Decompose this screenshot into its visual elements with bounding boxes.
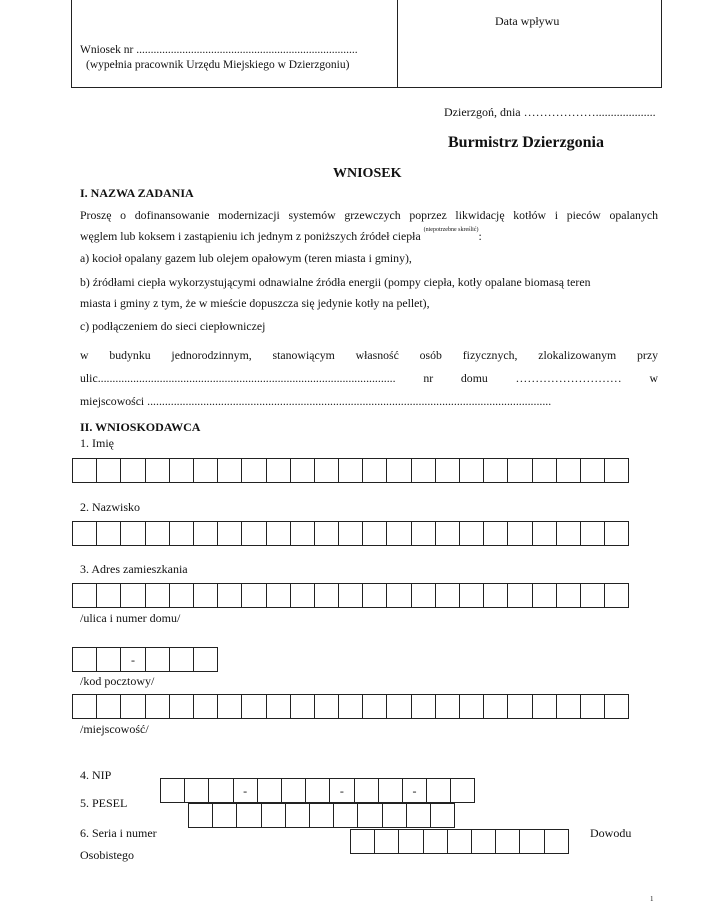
id-label-2: Osobistego xyxy=(80,848,134,862)
input-box[interactable] xyxy=(532,694,557,719)
locality-line[interactable]: miejscowości ......................................................................................................................................... xyxy=(80,394,552,408)
input-box[interactable] xyxy=(386,694,411,719)
input-box[interactable] xyxy=(459,458,484,483)
input-box[interactable] xyxy=(145,647,170,672)
input-box[interactable] xyxy=(96,647,121,672)
id-label: 6. Seria i numer xyxy=(80,826,157,840)
strike-note: (niepotrzebne skreślić) xyxy=(423,227,479,233)
option-c[interactable]: c) podłączeniem do sieci ciepłowniczej xyxy=(80,319,266,333)
input-box[interactable] xyxy=(483,521,508,546)
input-box[interactable] xyxy=(314,583,339,608)
input-box[interactable] xyxy=(193,647,218,672)
input-box[interactable] xyxy=(338,458,363,483)
input-box[interactable] xyxy=(411,694,436,719)
page-number: 1 xyxy=(650,895,654,903)
input-box[interactable] xyxy=(556,694,581,719)
input-box[interactable] xyxy=(72,583,97,608)
input-box[interactable] xyxy=(241,521,266,546)
input-box[interactable] xyxy=(217,458,242,483)
input-box[interactable] xyxy=(338,521,363,546)
input-box[interactable] xyxy=(362,521,387,546)
input-box[interactable] xyxy=(532,458,557,483)
input-box[interactable] xyxy=(290,521,315,546)
input-box[interactable] xyxy=(266,694,291,719)
input-box[interactable] xyxy=(212,803,237,828)
input-box[interactable] xyxy=(471,829,496,854)
input-box[interactable] xyxy=(519,829,544,854)
input-box[interactable] xyxy=(604,583,629,608)
input-box[interactable] xyxy=(120,521,145,546)
input-box[interactable] xyxy=(266,521,291,546)
section1-text-line1: Proszę o dofinansowanie modernizacji systemów grzewczych poprzez likwidację kotłów i pieców opalanych xyxy=(80,208,658,222)
input-box[interactable] xyxy=(459,694,484,719)
input-box[interactable] xyxy=(507,694,532,719)
input-box[interactable] xyxy=(495,829,520,854)
input-box[interactable] xyxy=(290,458,315,483)
input-box[interactable] xyxy=(459,521,484,546)
input-box[interactable] xyxy=(285,803,310,828)
input-box[interactable] xyxy=(169,647,194,672)
nip-label: 4. NIP xyxy=(80,768,112,782)
input-box[interactable] xyxy=(145,583,170,608)
input-box[interactable] xyxy=(483,458,508,483)
input-box[interactable] xyxy=(314,694,339,719)
street-line[interactable]: ulic..................................................................................................... nr domu ……………………… w xyxy=(80,371,658,385)
place-date-field[interactable]: Dzierzgoń, dnia ……………….................... xyxy=(444,105,656,119)
form-title: WNIOSEK xyxy=(333,166,402,181)
input-box[interactable] xyxy=(257,778,282,803)
section1-heading: I. NAZWA ZADANIA xyxy=(80,186,194,200)
input-box[interactable] xyxy=(450,778,475,803)
input-box[interactable] xyxy=(374,829,399,854)
nip-boxes[interactable] xyxy=(160,778,475,803)
input-box[interactable] xyxy=(217,583,242,608)
input-box[interactable] xyxy=(96,521,121,546)
input-box[interactable] xyxy=(411,583,436,608)
input-box[interactable] xyxy=(72,694,97,719)
id-label-right: Dowodu xyxy=(590,826,632,840)
application-number-note: (wypełnia pracownik Urzędu Miejskiego w Dzierzgoniu) xyxy=(86,59,350,71)
last-name-boxes[interactable] xyxy=(72,521,629,546)
input-box[interactable] xyxy=(532,583,557,608)
input-box[interactable] xyxy=(96,583,121,608)
input-box[interactable] xyxy=(169,458,194,483)
dash-box[interactable]: - xyxy=(402,778,427,803)
input-box[interactable] xyxy=(314,521,339,546)
input-box[interactable] xyxy=(145,694,170,719)
input-box[interactable] xyxy=(386,583,411,608)
address-label: 3. Adres zamieszkania xyxy=(80,562,188,576)
input-box[interactable] xyxy=(241,458,266,483)
input-box[interactable] xyxy=(120,458,145,483)
input-box[interactable] xyxy=(160,778,185,803)
section2-heading: II. WNIOSKODAWCA xyxy=(80,420,201,434)
input-box[interactable] xyxy=(386,521,411,546)
input-box[interactable] xyxy=(411,521,436,546)
input-box[interactable] xyxy=(544,829,569,854)
section1-text-line2 xyxy=(80,229,482,244)
input-box[interactable] xyxy=(193,583,218,608)
first-name-label: 1. Imię xyxy=(80,436,114,450)
first-name-boxes[interactable] xyxy=(72,458,629,483)
input-box[interactable] xyxy=(350,829,375,854)
input-box[interactable] xyxy=(435,583,460,608)
input-box[interactable] xyxy=(217,521,242,546)
input-box[interactable] xyxy=(241,583,266,608)
option-b-line1[interactable]: b) źródłami ciepła wykorzystującymi odnawialne źródła energii (pompy ciepła, kotły opalane biomasą teren xyxy=(80,275,591,289)
input-box[interactable] xyxy=(507,521,532,546)
input-box[interactable] xyxy=(580,583,605,608)
input-box[interactable] xyxy=(362,694,387,719)
input-box[interactable] xyxy=(411,458,436,483)
input-box[interactable] xyxy=(604,458,629,483)
input-box[interactable] xyxy=(309,803,334,828)
addressee: Burmistrz Dzierzgonia xyxy=(448,134,604,151)
input-box[interactable] xyxy=(382,803,407,828)
input-box[interactable] xyxy=(145,458,170,483)
dash-box[interactable]: - xyxy=(120,647,145,672)
input-box[interactable] xyxy=(96,694,121,719)
input-box[interactable] xyxy=(208,778,233,803)
input-box[interactable] xyxy=(193,694,218,719)
last-name-label: 2. Nazwisko xyxy=(80,500,140,514)
input-box[interactable] xyxy=(580,521,605,546)
input-box[interactable] xyxy=(338,694,363,719)
input-box[interactable] xyxy=(556,583,581,608)
input-box[interactable] xyxy=(556,521,581,546)
input-box[interactable] xyxy=(483,694,508,719)
postal-caption: /kod pocztowy/ xyxy=(80,674,155,688)
input-box[interactable] xyxy=(290,583,315,608)
locality-caption: /miejscowość/ xyxy=(80,722,149,736)
input-box[interactable] xyxy=(193,458,218,483)
input-box[interactable] xyxy=(188,803,213,828)
input-box[interactable] xyxy=(169,583,194,608)
option-b-line2: miasta i gminy z tym, że w mieście dopuszcza się jedynie kotły na pellet), xyxy=(80,296,430,310)
input-box[interactable] xyxy=(435,694,460,719)
dash-box[interactable]: - xyxy=(233,778,258,803)
section1-line2-colon: : xyxy=(478,229,482,243)
pesel-boxes[interactable] xyxy=(188,803,455,828)
input-box[interactable] xyxy=(72,458,97,483)
input-box[interactable] xyxy=(338,583,363,608)
input-box[interactable] xyxy=(556,458,581,483)
input-box[interactable] xyxy=(406,803,431,828)
option-a[interactable]: a) kocioł opalany gazem lub olejem opałowym (teren miasta i gminy), xyxy=(80,251,412,265)
input-box[interactable] xyxy=(72,647,97,672)
input-box[interactable] xyxy=(217,694,242,719)
input-box[interactable] xyxy=(447,829,472,854)
input-box[interactable] xyxy=(357,803,382,828)
locality-boxes[interactable] xyxy=(72,694,629,719)
received-date-label: Data wpływu xyxy=(495,14,560,28)
input-box[interactable] xyxy=(398,829,423,854)
input-box[interactable] xyxy=(290,694,315,719)
input-box[interactable] xyxy=(333,803,358,828)
input-box[interactable] xyxy=(241,694,266,719)
input-box[interactable] xyxy=(281,778,306,803)
input-box[interactable] xyxy=(507,583,532,608)
input-box[interactable] xyxy=(305,778,330,803)
input-box[interactable] xyxy=(354,778,379,803)
input-box[interactable] xyxy=(580,694,605,719)
pesel-label: 5. PESEL xyxy=(80,796,128,810)
input-box[interactable] xyxy=(266,458,291,483)
input-box[interactable] xyxy=(96,458,121,483)
id-number-boxes[interactable] xyxy=(350,829,569,854)
input-box[interactable] xyxy=(72,521,97,546)
building-line: w budynku jednorodzinnym, stanowiącym własność osób fizycznych, zlokalizowanym przy xyxy=(80,348,658,362)
input-box[interactable] xyxy=(426,778,451,803)
input-box[interactable] xyxy=(193,521,218,546)
input-box[interactable] xyxy=(145,521,170,546)
street-caption: /ulica i numer domu/ xyxy=(80,611,181,625)
input-box[interactable] xyxy=(435,521,460,546)
input-box[interactable] xyxy=(362,458,387,483)
input-box[interactable] xyxy=(169,694,194,719)
application-number-field[interactable]: Wniosek nr ............................................................................. xyxy=(80,44,358,56)
input-box[interactable] xyxy=(378,778,403,803)
input-box[interactable] xyxy=(236,803,261,828)
input-box[interactable] xyxy=(604,521,629,546)
dash-box[interactable]: - xyxy=(329,778,354,803)
input-box[interactable] xyxy=(580,458,605,483)
input-box[interactable] xyxy=(169,521,194,546)
section1-line2-text: węglem lub koksem i zastąpieniu ich jednym z poniższych źródeł ciepła xyxy=(80,229,421,243)
input-box[interactable] xyxy=(430,803,455,828)
input-box[interactable] xyxy=(261,803,286,828)
input-box[interactable] xyxy=(507,458,532,483)
postal-code-boxes[interactable] xyxy=(72,647,218,672)
input-box[interactable] xyxy=(266,583,291,608)
input-box[interactable] xyxy=(314,458,339,483)
input-box[interactable] xyxy=(435,458,460,483)
input-box[interactable] xyxy=(120,694,145,719)
input-box[interactable] xyxy=(423,829,448,854)
input-box[interactable] xyxy=(362,583,387,608)
input-box[interactable] xyxy=(184,778,209,803)
header-divider xyxy=(397,0,398,88)
input-box[interactable] xyxy=(120,583,145,608)
input-box[interactable] xyxy=(604,694,629,719)
input-box[interactable] xyxy=(532,521,557,546)
input-box[interactable] xyxy=(459,583,484,608)
street-boxes[interactable] xyxy=(72,583,629,608)
input-box[interactable] xyxy=(483,583,508,608)
input-box[interactable] xyxy=(386,458,411,483)
